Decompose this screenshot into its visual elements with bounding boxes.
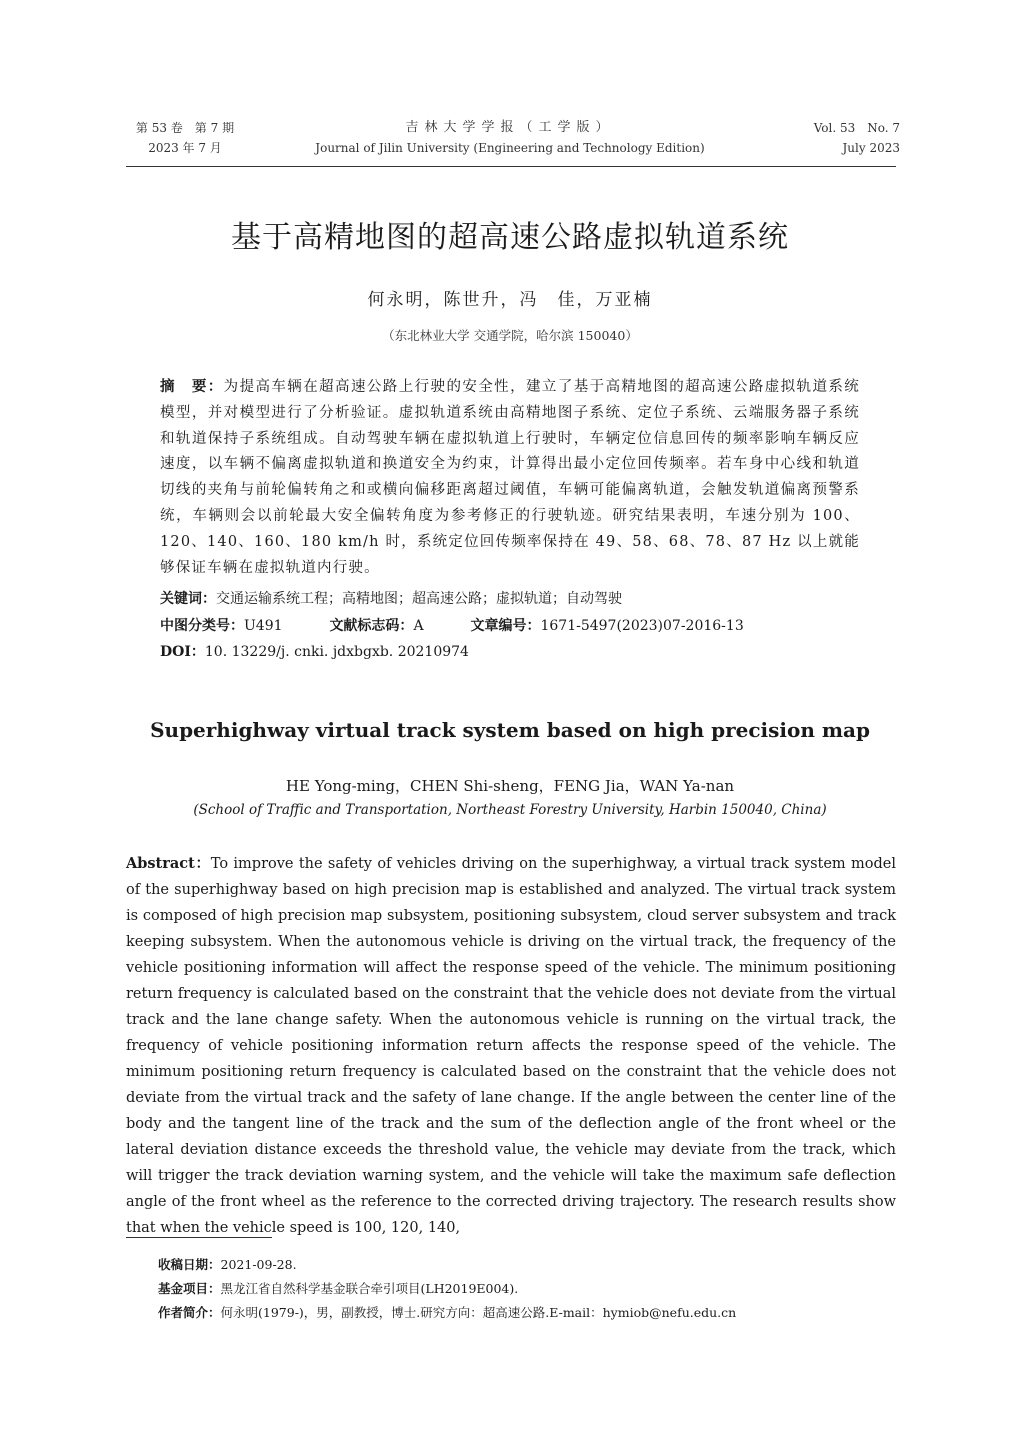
- classification-line: [160, 615, 880, 635]
- article-number-label: 文章编号：: [470, 618, 541, 634]
- received-value: 2021-09-28.: [220, 1257, 297, 1272]
- doi-value: 10. 13229/j. cnki. jdxbgxb. 20210974: [204, 644, 469, 660]
- footnote-author: [158, 1303, 736, 1321]
- clc-label: 中图分类号：: [160, 618, 244, 634]
- affiliation-cn: （东北林业大学 交通学院，哈尔滨 150040）: [382, 328, 638, 343]
- abstract-en: [126, 851, 896, 1241]
- keywords-cn-text: 交通运输系统工程；高精地图；超高速公路；虚拟轨道；自动驾驶: [216, 591, 622, 607]
- abstract-en-text: To improve the safety of vehicles driving on the superhighway, a virtual track system model of the superhighway based on high precision map is established and analyzed. The virtual track system is composed of high precision map subsystem, positioning subsystem, cloud server subsystem and track keeping subsystem. When the autonomous vehicle is driving on the virtual track, the frequency of the vehicle positioning information will affect the response speed of the vehicle. The minimum positioning return frequency is calculated based on the constraint that the vehicle does not deviate from the virtual track and the lane change safety. When the autonomous vehicle is running on the virtual track, the frequency of vehicle positioning information return affects the response speed of the vehicle. The minimum positioning return frequency is calculated based on the constraint that the vehicle does not deviate from the virtual track and the safety of lane change. If the angle between the center line of the body and the tangent line of the track and the sum of the deflection angle of the front wheel or the lateral deviation distance exceeds the threshold value, the vehicle may deviate from the track, which will trigger the track deviation warning system, and the vehicle will take the maximum safe deflection angle of the front wheel as the reference to the corrected driving trajectory. The research results show that when the vehicle speed is 100, 120, 140,: [126, 856, 896, 1236]
- volume-issue-en: Vol. 53 No. 7: [813, 121, 900, 135]
- article-number-value: 1671-5497(2023)07-2016-13: [540, 618, 744, 634]
- fund-label: 基金项目：: [158, 1281, 221, 1296]
- header-center: [270, 118, 750, 158]
- footnote-fund: [158, 1279, 518, 1297]
- header-left: [130, 118, 240, 158]
- footnote-rule: [126, 1237, 272, 1238]
- abstract-en-label: Abstract：: [126, 855, 211, 872]
- authors-en: HE Yong-ming，CHEN Shi-sheng，FENG Jia，WAN Ya-nan: [285, 777, 735, 795]
- volume-issue-cn: 第 53 卷 第 7 期: [135, 121, 235, 135]
- keywords-cn-label: 关键词：: [160, 591, 216, 607]
- author-bio-label: 作者简介：: [158, 1305, 221, 1320]
- paper-title-en: Superhighway virtual track system based on high precision map: [150, 718, 870, 742]
- abstract-cn-label: 摘 要：: [160, 378, 224, 395]
- header-right: [790, 118, 900, 158]
- affiliation-en: (School of Traffic and Transportation, Northeast Forestry University, Harbin 150040, China): [193, 802, 827, 818]
- author-bio-value: 何永明(1979-)，男，副教授，博士.研究方向：超高速公路.E-mail：hymiob@nefu.edu.cn: [220, 1305, 737, 1320]
- header-rule: [126, 166, 896, 167]
- journal-name-cn: 吉林大学学报（工学版）: [405, 120, 615, 135]
- journal-name-en: Journal of Jilin University (Engineering and Technology Edition): [315, 141, 705, 155]
- received-label: 收稿日期：: [158, 1257, 221, 1272]
- date-en: July 2023: [842, 141, 900, 155]
- doi-line: [160, 641, 880, 661]
- doi-label: DOI：: [160, 644, 205, 660]
- date-cn: 2023 年 7 月: [148, 141, 222, 155]
- footnote-received: [158, 1255, 297, 1273]
- authors-cn: 何永明，陈世升，冯 佳，万亚楠: [367, 290, 653, 310]
- keywords-cn: [160, 588, 880, 608]
- abstract-cn: [160, 374, 860, 581]
- clc-value: U491: [244, 618, 283, 634]
- abstract-cn-text: 为提高车辆在超高速公路上行驶的安全性，建立了基于高精地图的超高速公路虚拟轨道系统模型，并对模型进行了分析验证。虚拟轨道系统由高精地图子系统、定位子系统、云端服务器子系统和轨道保持子系统组成。自动驾驶车辆在虚拟轨道上行驶时，车辆定位信息回传的频率影响车辆反应速度，以车辆不偏离虚拟轨道和换道安全为约束，计算得出最小定位回传频率。若车身中心线和轨道切线的夹角与前轮偏转角之和或横向偏移距离超过阈值，车辆可能偏离轨道，会触发轨道偏离预警系统，车辆则会以前轮最大安全偏转角度为参考修正的行驶轨迹。研究结果表明，车速分别为 100、120、140、160、180 km/h 时，系统定位回传频率保持在 49、58、68、78、87 Hz 以上就能够保证车辆在虚拟轨道内行驶。: [160, 379, 860, 576]
- doc-code-value: A: [413, 618, 424, 634]
- paper-title-cn: 基于高精地图的超高速公路虚拟轨道系统: [231, 220, 789, 255]
- fund-value: 黑龙江省自然科学基金联合牵引项目(LH2019E004).: [220, 1281, 519, 1296]
- doc-code-label: 文献标志码：: [329, 618, 414, 634]
